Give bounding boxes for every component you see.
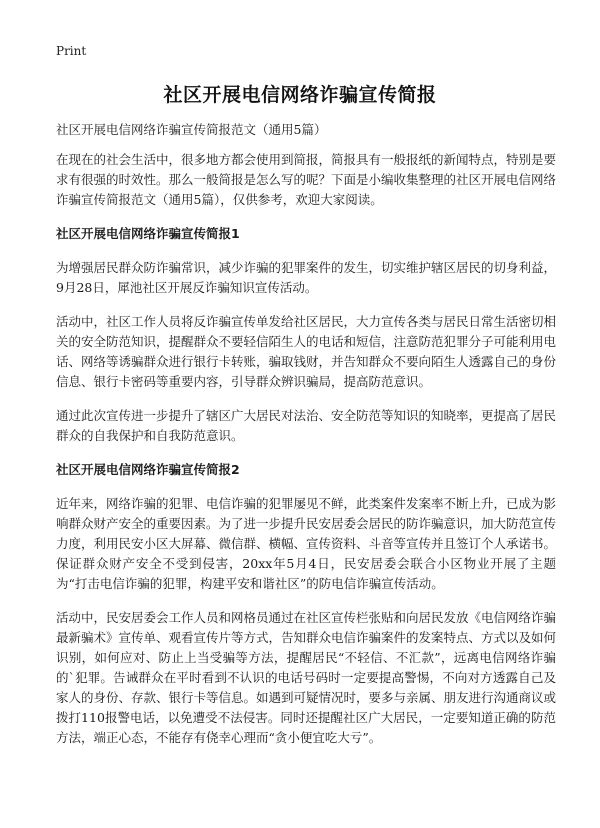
intro-paragraph: 在现在的社会生活中，很多地方都会使用到简报，简报具有一般报纸的新闻特点，特别是要求有很强的时效性。那么一般简报是怎么写的呢？下面是小编收集整理的社区开展电信网络诈骗宣传简报范文（通用5篇），仅供参考，欢迎大家阅读。 <box>56 152 557 207</box>
section-2-paragraph-2: 活动中，民安居委会工作人员和网格员通过在社区宣传栏张贴和向居民发放《电信网络诈骗最新骗术》宣传单、观看宣传片等方式，告知群众电信诈骗案件的发案特点、方式以及如何识别，如何应对、防止上当受骗等方法，提醒居民“不轻信、不汇款”，远离电信网络诈骗的`犯罪。告诫群众在平时看到不认识的电话号码时一定要提高警惕，不向对方透露自己及家人的身份、存款、银行卡等信息。如遇到可疑情况时，要多与亲属、朋友进行沟通商议或拨打110报警电话，以免遭受不法侵害。同时还提醒社区广大居民，一定要知道正确的防范方法，端正心态，不能存有侥幸心理而“贪小便宜吃大亏”。 <box>56 610 557 745</box>
section-1-paragraph-1: 为增强居民群众防诈骗常识，减少诈骗的犯罪案件的发生，切实维护辖区居民的切身利益，9月28日，犀池社区开展反诈骗知识宣传活动。 <box>56 260 557 295</box>
section-2-paragraph-1: 近年来，网络诈骗的犯罪、电信诈骗的犯罪屡见不鲜，此类案件发案率不断上升，已成为影响群众财产安全的重要因素。为了进一步提升民安居委会居民的防诈骗意识，加大防范宣传力度，利用民安小区大屏幕、微信群、横幅、宣传资料、斗音等宣传并且签订个人承诺书。保证群众财产安全不受到侵害，20xx年5月4日，民安居委会联合小区物业开展了主题为“打击电信诈骗的犯罪，构建平安和谐社区”的防电信诈骗宣传活动。 <box>56 496 557 591</box>
section-1-paragraph-3: 通过此次宣传进一步提升了辖区广大居民对法治、安全防范等知识的知晓率，更提高了居民群众的自我保护和自我防范意识。 <box>56 408 557 443</box>
print-link[interactable]: Print <box>56 44 87 58</box>
page-title: 社区开展电信网络诈骗宣传简报 <box>163 84 437 106</box>
section-2-heading: 社区开展电信网络诈骗宣传简报2 <box>56 462 240 477</box>
document-body <box>56 120 556 762</box>
document-subtitle: 社区开展电信网络诈骗宣传简报范文（通用5篇） <box>56 122 327 137</box>
section-1-heading: 社区开展电信网络诈骗宣传简报1 <box>56 226 240 241</box>
section-1-paragraph-2: 活动中，社区工作人员将反诈骗宣传单发给社区居民，大力宣传各类与居民日常生活密切相关的安全防范知识，提醒群众不要轻信陌生人的电话和短信，注意防范犯罪分子可能利用电话、网络等诱骗群众进行银行卡转账，骗取钱财，并告知群众不要向陌生人透露自己的身份信息、银行卡密码等重要内容，引导群众辨识骗局，提高防范意识。 <box>56 314 557 389</box>
